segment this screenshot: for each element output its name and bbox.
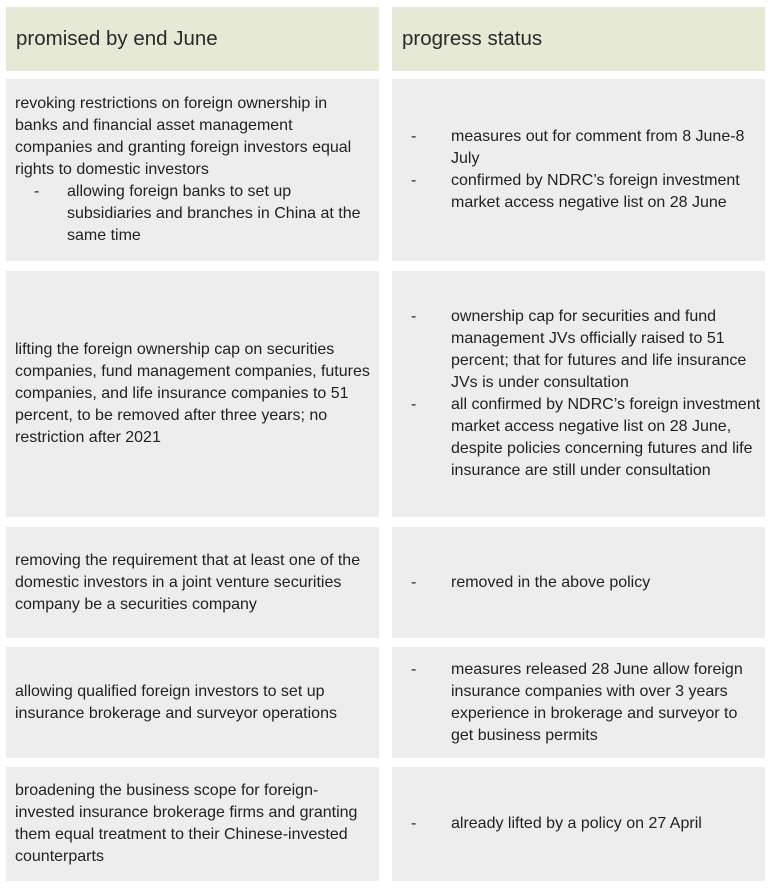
status-bullet: [411, 306, 761, 394]
bullet-dash: -: [411, 128, 417, 145]
bullet-dash: -: [411, 573, 417, 591]
status-cell-1: [392, 79, 765, 261]
bullet-dash: -: [411, 308, 417, 325]
header-promised-label: promised by end June: [16, 27, 218, 50]
promise-text-3: removing the requirement that at least one of the domestic investors in a joint venture securities company be a securities company: [15, 551, 361, 613]
bullet-dash: -: [34, 183, 40, 200]
status-text: removed in the above policy: [451, 573, 651, 591]
promise-text-4: allowing qualified foreign investors to set up insurance brokerage and surveyor operations: [15, 682, 337, 722]
promise-text-1: revoking restrictions on foreign ownership in banks and financial asset management companies and granting foreign investors equal rights to domestic investors: [15, 95, 352, 178]
status-bullet: [411, 170, 761, 214]
promise-cell-2: [6, 271, 379, 517]
status-cell-3: [392, 527, 765, 638]
status-cell-2: [392, 271, 765, 517]
status-text: ownership cap for securities and fund management JVs officially raised to 51 percent; that for futures and life insurance JVs is under consultation: [451, 308, 747, 391]
status-text: measures out for comment from 8 June-8 July: [451, 128, 745, 167]
status-bullet: [411, 394, 765, 482]
status-text: already lifted by a policy on 27 April: [451, 815, 702, 832]
promise-sub-bullet: [15, 181, 371, 247]
status-bullet: [411, 572, 761, 594]
promise-sub-text-1: allowing foreign banks to set up subsidiaries and branches in China at the same time: [67, 183, 361, 244]
header-progress: [392, 7, 765, 71]
status-bullet: [411, 813, 761, 835]
status-bullet: [411, 126, 761, 170]
promise-text-2: lifting the foreign ownership cap on securities companies, fund management companies, futures companies, and life insurance companies to 51 percent, to be removed after three years; no restriction after 2021: [15, 341, 370, 446]
status-text: all confirmed by NDRC’s foreign investment market access negative list on 28 June, despite policies concerning futures and life insurance are still under consultation: [451, 396, 765, 479]
status-cell-5: [392, 767, 765, 881]
promise-cell-3: [6, 527, 379, 638]
bullet-dash: -: [411, 660, 417, 678]
promise-cell-4: [6, 647, 379, 758]
promise-text-5: broadening the business scope for foreign-invested insurance brokerage firms and granting them equal treatment to their Chinese-invested counterparts: [15, 782, 358, 865]
status-text: measures released 28 June allow foreign insurance companies with over 3 years experience in brokerage and surveyor to get business permits: [451, 660, 743, 744]
promise-cell-1: [6, 79, 379, 261]
status-text: confirmed by NDRC’s foreign investment market access negative list on 28 June: [451, 172, 740, 211]
bullet-dash: -: [411, 396, 417, 413]
header-promised: [6, 7, 379, 71]
status-bullet: [411, 659, 761, 747]
bullet-dash: -: [411, 815, 417, 832]
status-cell-4: [392, 647, 765, 758]
header-progress-label: progress status: [402, 27, 543, 50]
bullet-dash: -: [411, 172, 417, 189]
promise-cell-5: [6, 767, 379, 881]
